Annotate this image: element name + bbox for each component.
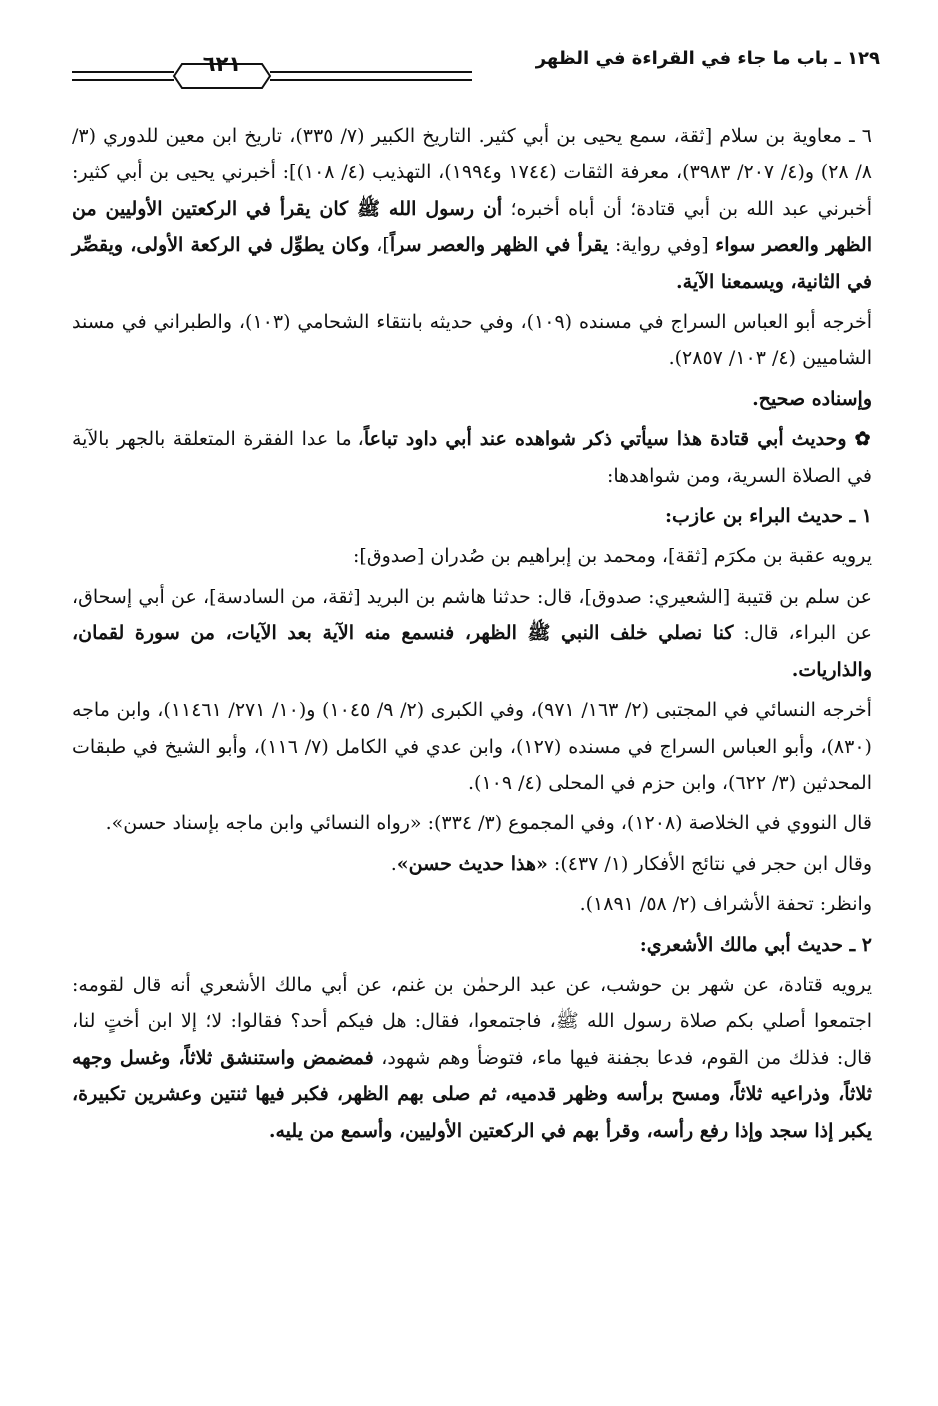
text-run-bold: «هذا حديث حسن» xyxy=(396,852,548,875)
page-number: ٦٢١ xyxy=(202,52,242,76)
text-run: وقال ابن حجر في نتائج الأفكار (١/ ٤٣٧): xyxy=(547,852,872,875)
text-run-bold: وكان يطوِّل في الركعة الأولى، ويقصِّر في الثانية، ويسمعنا الآية. xyxy=(72,234,872,293)
text-run: أخرجه أبو العباس السراج في مسنده (١٠٩)، وفي حديثه بانتقاء الشحامي (١٠٣)، والطبراني في مسند الشاميين (٤/ ١٠٣/ ٢٨٥٧). xyxy=(72,311,872,370)
text-run: أخرجه النسائي في المجتبى (٢/ ١٦٣/ ٩٧١)، وفي الكبرى (٢/ ٩/ ١٠٤٥) و(١٠/ ٢٧١/ ١١٤٦١)، وابن ماجه (٨٣٠)، وأبو العباس السراج في مسنده (١٢٧)، وابن عدي في الكامل (٧/ ١١٦)، وأبو الشيخ في طبقات المحدثين (٣/ ٦٢٢)، وابن حزم في المحلى (٤/ ١٠٩). xyxy=(72,699,872,794)
text-run: يرويه عقبة بن مكرَم [ثقة]، ومحمد بن إبراهيم بن صُدران [صدوق]: xyxy=(353,545,872,568)
text-run: . xyxy=(390,852,397,875)
body-text xyxy=(72,118,872,1149)
paragraph-isnad-grade xyxy=(72,381,872,417)
text-run-bold: ٢ ـ حديث أبي مالك الأشعري: xyxy=(639,933,872,956)
text-run: يرويه قتادة، عن شهر بن حوشب، عن عبد الرحمٰن بن غنم، عن أبي مالك الأشعري أنه قال لقومه: اجتمعوا أصلي بكم صلاة رسول الله ﷺ، فاجتمعوا، فقال: هل فيكم أحد؟ فقالوا: لا؛ إلا ابن أختٍ لنا، قال: فذلك من القوم، فدعا بجفنة فيها ماء، فتوضأ وهم شهود، xyxy=(72,973,872,1069)
text-run-bold: يقرأ في الظهر والعصر سراً xyxy=(389,234,609,257)
text-run: ٦ ـ معاوية بن سلام [ثقة، سمع يحيى بن أبي كثير. التاريخ الكبير (٧/ ٣٣٥)، تاريخ ابن معين للدوري (٣/ ٨/ ٢٨) و(٤/ ٢٠٧/ ٣٩٨٣)، معرفة الثقات (١٧٤٤ و١٩٩٤)، التهذيب (٤/ ١٠٨)]: أخبرني يحيى بن أبي كثير: أخبرني عبد الله بن أبي قتادة؛ أن أباه أخبره؛ xyxy=(72,125,873,220)
text-run-bold: ١ ـ حديث البراء بن عازب: xyxy=(665,505,872,528)
paragraph-hadith-6 xyxy=(72,118,872,300)
paragraph-tuhfa xyxy=(72,886,872,922)
text-run: ، ما عدا الفقرة المتعلقة بالجهر بالآية في الصلاة السرية، ومن شواهدها: xyxy=(72,428,872,487)
paragraph-narrators xyxy=(72,538,872,574)
text-run-bold: وإسناده صحيح. xyxy=(752,387,872,410)
paragraph-bara-text xyxy=(72,579,872,688)
paragraph-takhrij-2 xyxy=(72,692,872,801)
heading-hadith-abi-malik xyxy=(72,927,872,963)
heading-hadith-bara xyxy=(72,498,872,534)
page-header xyxy=(72,42,880,112)
chapter-title: ١٢٩ ـ باب ما جاء في القراءة في الظهر xyxy=(535,48,880,69)
paragraph-ibn-hajar xyxy=(72,846,872,882)
paragraph-takhrij-1 xyxy=(72,304,872,377)
text-run-bold: أن رسول الله ﷺ كان يقرأ في الركعتين الأوليين من الظهر والعصر سواء xyxy=(72,197,872,257)
paragraph-nawawi xyxy=(72,805,872,841)
text-run: ]، xyxy=(369,234,390,257)
text-run: [وفي رواية: xyxy=(608,234,716,257)
text-run-bold: فمضمض واستنشق ثلاثاً، وغسل وجهه ثلاثاً، وذراعيه ثلاثاً، ومسح برأسه وظهر قدميه، ثم صلى بهم الظهر، فكبر فيها ثنتين وعشرين تكبيرة، يكبر إذا سجد وإذا رفع رأسه، وقرأ بهم في الركعتين الأوليين، وأسمع من يليه. xyxy=(72,1046,872,1142)
text-run: عن سلم بن قتيبة [الشعيري: صدوق]، قال: حدثنا هاشم بن البريد [ثقة، من السادسة]، عن أبي إسحاق، عن البراء، قال: xyxy=(72,585,872,645)
paragraph-abi-malik-text xyxy=(72,967,872,1149)
paragraph-shawahid-intro xyxy=(72,421,872,494)
text-run-bold: كنا نصلي خلف النبي ﷺ الظهر، فنسمع منه الآية بعد الآيات، من سورة لقمان، والذاريات. xyxy=(72,622,872,681)
page-number-frame xyxy=(72,56,472,96)
text-run-bold: ✿ وحديث أبي قتادة هذا سيأتي ذكر شواهده عند أبي داود تباعاً xyxy=(363,428,873,451)
text-run: قال النووي في الخلاصة (١٢٠٨)، وفي المجموع (٣/ ٣٣٤): «رواه النسائي وابن ماجه بإسناد حسن». xyxy=(105,812,872,835)
text-run: وانظر: تحفة الأشراف (٢/ ٥٨/ ١٨٩١). xyxy=(579,893,872,916)
